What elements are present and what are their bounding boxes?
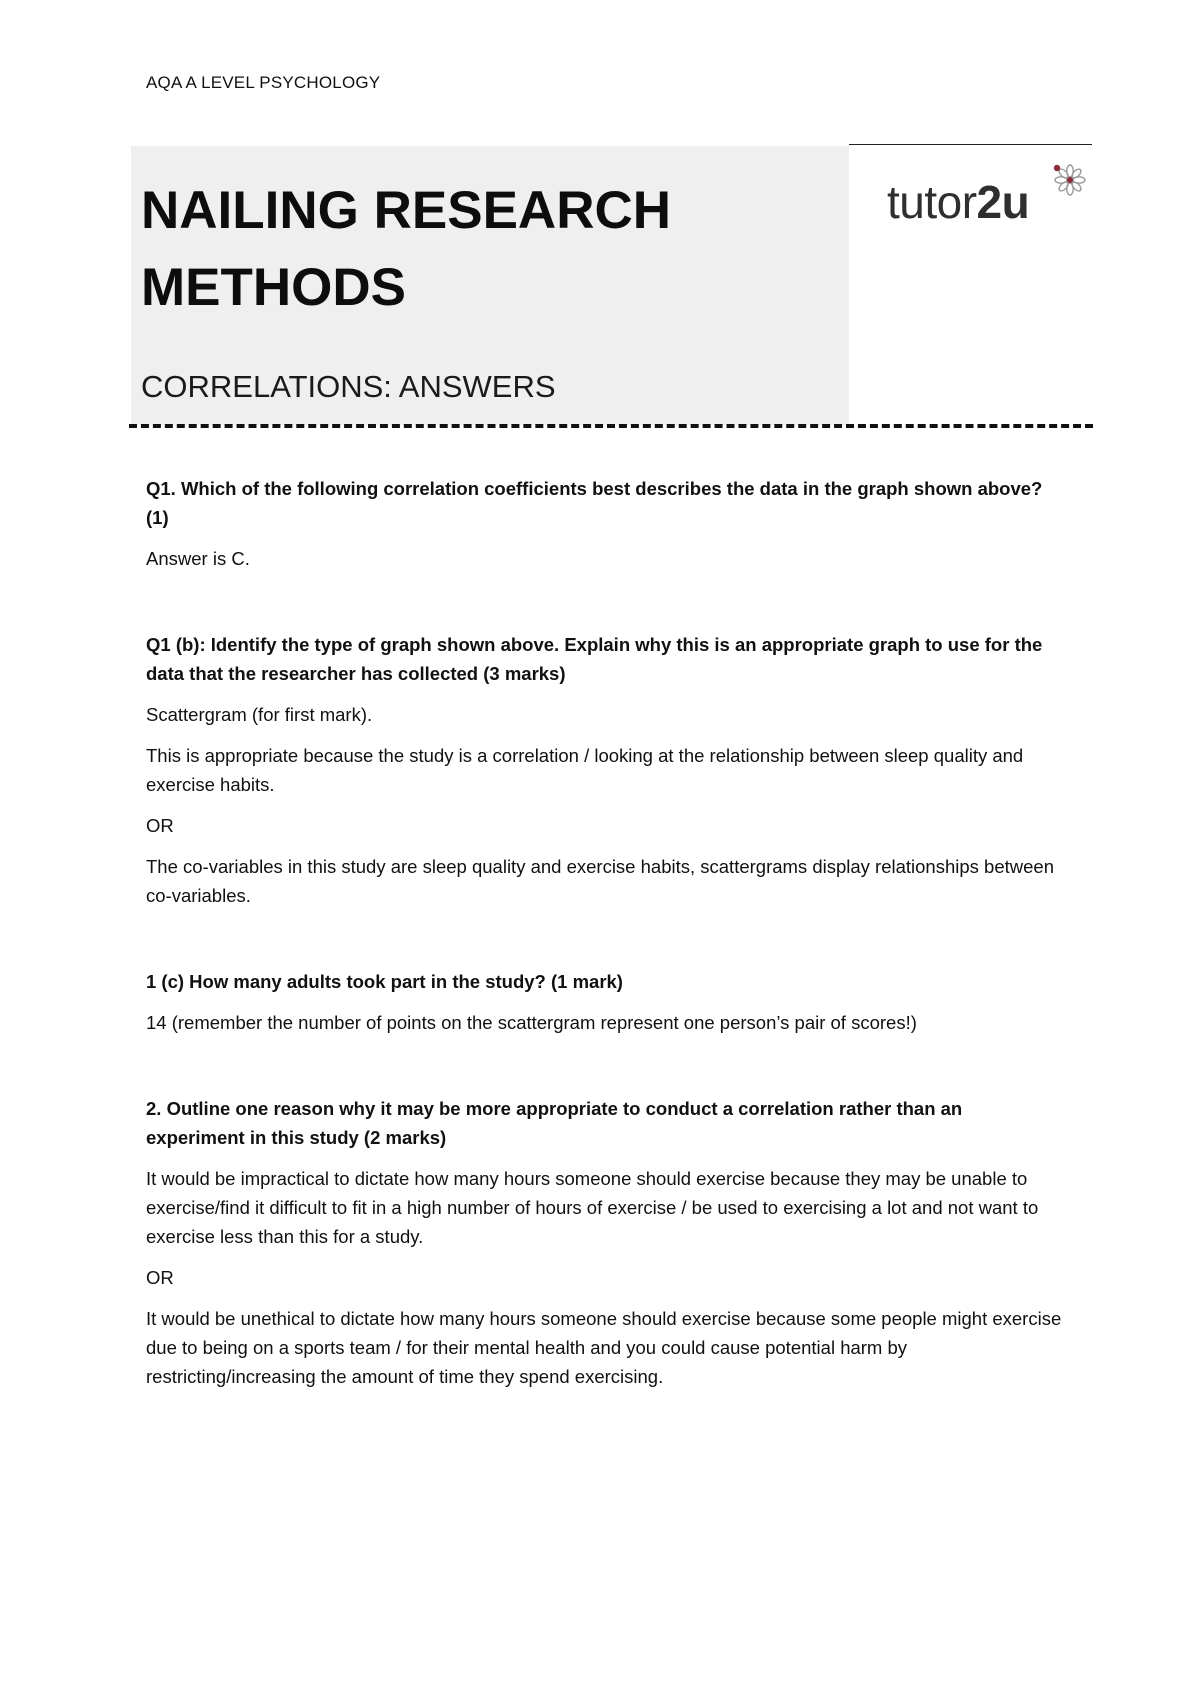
answer-1b-explanation-1: This is appropriate because the study is a correlation / looking at the relationship between sleep quality and exercise habits.	[146, 745, 1024, 795]
logo-text	[887, 177, 1029, 227]
section-divider	[129, 424, 1093, 428]
title-line-1: NAILING RESEARCH	[141, 181, 672, 240]
logo-text-regular: tutor	[887, 176, 977, 228]
answer-2-reason-2: It would be unethical to dictate how many hours someone should exercise because some people might exercise due to being on a sports team / for their mental health and you could cause potential harm by restricting/increasing the amount of time they spend exercising.	[146, 1308, 1062, 1387]
answer-2-or: OR	[146, 1267, 174, 1288]
answer-1a: Answer is C.	[146, 548, 250, 569]
page-header: AQA A LEVEL PSYCHOLOGY	[146, 73, 381, 92]
answer-1c: 14 (remember the number of points on the scattergram represent one person’s pair of scores!)	[146, 1012, 917, 1033]
answer-2-reason-1: It would be impractical to dictate how many hours someone should exercise because they may be unable to exercise/find it difficult to fit in a high number of hours of exercise / be used to exercising a lot and not want to exercise less than this for a study.	[146, 1168, 1039, 1247]
title-line-2: METHODS	[141, 258, 406, 317]
logo-text-bold: 2u	[976, 176, 1030, 228]
page-subtitle: CORRELATIONS: ANSWERS	[141, 369, 556, 404]
tutor2u-logo	[887, 163, 1087, 233]
page-title	[141, 172, 671, 326]
title-block	[131, 146, 849, 425]
question-1b: Q1 (b): Identify the type of graph shown above. Explain why this is an appropriate graph to use for the data that the researcher has collected (3 marks)	[146, 634, 1043, 684]
answer-1b-or: OR	[146, 815, 174, 836]
question-1a: Q1. Which of the following correlation coefficients best describes the data in the graph shown above? (1)	[146, 478, 1043, 528]
logo-top-rule	[849, 144, 1092, 145]
answer-1b-mark: Scattergram (for first mark).	[146, 704, 373, 725]
answers-content	[146, 474, 1066, 1403]
answer-1b-explanation-2: The co-variables in this study are sleep quality and exercise habits, scattergrams display relationships between co-variables.	[146, 856, 1054, 906]
flower-icon	[1053, 163, 1087, 197]
question-2: 2. Outline one reason why it may be more appropriate to conduct a correlation rather than an experiment in this study (2 marks)	[146, 1098, 963, 1148]
question-1c: 1 (c) How many adults took part in the study? (1 mark)	[146, 971, 623, 992]
